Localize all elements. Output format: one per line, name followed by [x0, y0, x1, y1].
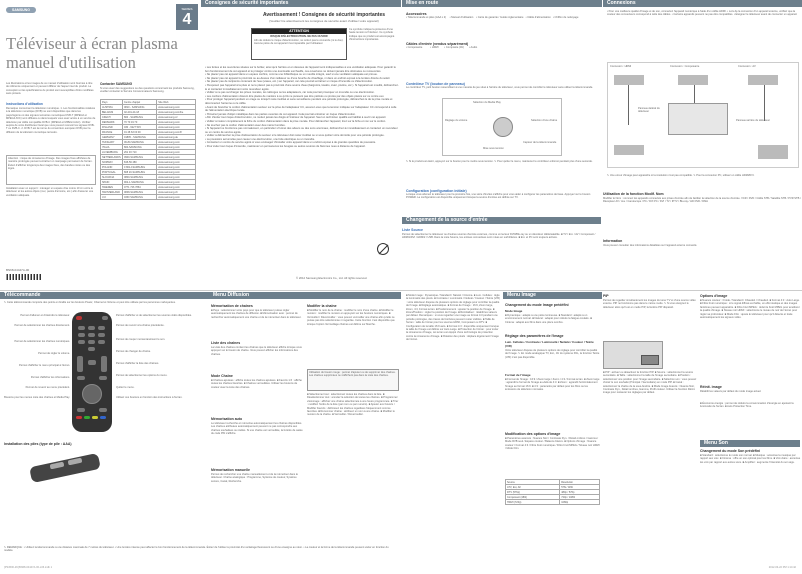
pip-illustration: [603, 341, 663, 369]
channel-callout: Sélection d'une chaîne: [531, 119, 558, 122]
info-heading: Information: [603, 239, 623, 243]
source-list-heading: Liste Source: [402, 228, 424, 232]
accessories-list: • Télécommande et piles (AAA x 2) • Manuel d'utilisation • Carte de garantie / Guide réglementaire • Câble d'alimentation • Chiffon de nettoyage: [406, 16, 579, 19]
edit-name-heading: Utilisation de la fonction Modif. Nom: [603, 192, 664, 196]
remote-label-right: Utilisez ces boutons en fonction des instructions à l'écran.: [116, 396, 183, 399]
remote-label-left: Permet de sélectionner les chaînes directement.: [14, 324, 70, 327]
dvd-device-1: [614, 75, 644, 85]
model-code: BN68-04447A-00: [6, 268, 30, 272]
auto-store-heading: Mémorisation auto: [211, 417, 243, 421]
cable-line-2: [694, 85, 695, 103]
remote-label-left: Permet d'afficher les informations.: [30, 376, 70, 379]
image-menu-panel-b: Menu Image Changement du mode Image prédéfini Mode Image ■ Dynamique : adapté à une pièce lumineuse. ■ Standard : adapté à un environnement normal. ■ Naturel : adapté pour réduire la fatigue oculaire. ■ Cinéma : adapté aux films dans une pièce sombre. Réglage des paramètres de l'image Lum. Cellules / Contraste / Luminosité / Netteté / Couleur / Teinte (V/R) Votre téléviseur dispose de plusieurs options de réglage pour contrôler la qualité de l'image. ✎ En mode analogique TV, Ext., AV du système PAL, la fonction Teinte (V/R) n'est pas disponible. Format de l'image ■ Format de l'image : 16:9 / Zoom large / Zoom / 4:3 / Format écran. ■ Zoom large : agrandit le format de l'image au-delà de 4:3. ■ Zoom : agrandit horizontalement l'image au format 16:9. ■ 4:3 : paramètre par défaut pour les films ou les émissions de télévision normales. Modification des options d'image ■ Paramètres avancés : Nuance Noir / Contraste Dyn. / Détail ombres / Gamma / Mode RVB seul / Espace couleur / Balance blancs. ■ Options d'image : Nuance couleur / Format 4:3 / Filtre bruit numérique / Filtre bruit MPEG / Niveau noir HDMI / Mode Film. Source Résolution ATV, Ext, AV 576i / 480i DTV (576p) 480p / 576p Composant (480i) 720p / 1080i HDMI (720p) 1080p: [503, 292, 602, 554]
volume-callout: Réglage du volume: [445, 119, 468, 122]
color-button-yellow[interactable]: [92, 416, 98, 419]
menu-callout: Sélection du Media Play: [473, 101, 501, 104]
caution-title: ATTENTION: [252, 29, 346, 34]
digit-button-0[interactable]: [88, 347, 95, 351]
remote-label-right: Permet de changer de chaîne.: [116, 350, 151, 353]
config-text: Lorsque vous allumez le téléviseur pour la première fois, une série d'invites s'affiche pour vous aider à configurer les paramètres de base. Appuyez sur le bouton POWER. La configuration est disponible uniquement lorsque la source d'entrée est définie sur TV.: [406, 193, 591, 200]
remote-label-right: Permet d'afficher et de sélectionner les sources vidéo disponibles.: [116, 314, 192, 317]
dvd-device-3: [748, 75, 778, 85]
remote-heading: Télécommande: [0, 292, 400, 299]
cover-title-line1: Téléviseur à écran plasma: [6, 34, 178, 53]
menu-button[interactable]: [77, 376, 85, 380]
remote-label-left: Permet d'afficher le menu principal à l'écran.: [19, 364, 70, 367]
power-callout: Mise sous tension: [483, 147, 504, 150]
remote-intro: ✎ Cette télécommande comporte des points en braille sur les boutons Power, Channel et Volume et peut être utilisée par les personnes malvoyantes.: [4, 301, 176, 304]
channel-list-heading: Liste des chaînes: [211, 341, 241, 345]
no-flame-symbol: [377, 243, 389, 255]
remote-label-right: Permet de sélectionner les options du menu.: [116, 374, 168, 377]
series-number: 4: [182, 11, 192, 28]
source-panel: [402, 226, 602, 288]
pip-panel: PIP Permet de regarder simultanément les images du tuner TV et d'une source vidéo externe. PIP ne fonctionne pas dans le même mode. ✎ Si vous éteignez le téléviseur alors qu'il est en mode PIP, la fenêtre PIP disparaît. ■ PIP : activez ou désactivez la fonction PIP. ■ Source : sélectionnez la source secondaire. ■ Taille : sélectionnez la taille de l'image secondaire. ■ Position : sélectionnez une position pour l'image secondaire. ■ Sélection son : vous pouvez choisir le son souhaité (Principal / Secondaire) en mode PIP. ■ Canal : sélectionnez la chaîne de la sous-fenêtre. ■ Mode Image Avancé : Nuance Noir, Contraste Dyn., Détail ombres, Gamma, Profil couleur. Utilisez la fonction Réinit. image pour restaurer les réglages par défaut.: [603, 294, 697, 395]
exit-button[interactable]: [99, 408, 107, 412]
cable-line-3: [764, 85, 765, 121]
sound-mode-heading: Changement du mode Son prédéfini: [700, 449, 761, 453]
digit-button-5[interactable]: [88, 333, 95, 337]
color-button-blue[interactable]: [100, 416, 106, 419]
audio-device: [614, 145, 644, 155]
remote-label-right: Permet d'afficher la liste des chaînes.: [116, 362, 159, 365]
cover-title-line2: manuel d'utilisation: [6, 53, 136, 72]
contact-table: Pays Centre d'appel Site Web AUSTRIA 0810 - SAMSUNG www.samsung.com BELGIUM 02-201-24-18 www.samsung.com/be CZECH 800 - SAMSUNG www.samsung.cz DENMARK 70 70 19 70 www.samsung.com FINLAND 030 - 6227 515 www.samsung.com FRANCE 01 48 63 00 00 www.samsung.com/fr GERMANY 01805 - SAMSUNG www.samsung.de HUNGARY 06-80-SAMSUNG www.samsung.com ITALIA 800-SAMSUNG www.samsung.com LUXEMBURG 261 03 710 www.samsung.com NETHERLANDS 0900-SAMSUNG www.samsung.com NORWAY 815-56 480 www.samsung.com POLAND 0 801-1SAMSUNG www.samsung.com PORTUGAL 808 20-SAMSUNG www.samsung.com SLOVAKIA 0800-SAMSUNG www.samsung.com SPAIN 902-1-SAMSUNG www.samsung.com SWEDEN 0771 726 7864 www.samsung.com SWITZERLAND 0848-SAMSUNG www.samsung.ch U.K 0330 SAMSUNG www.samsung.com: [100, 99, 196, 200]
fold-line: [0, 290, 802, 291]
sound-heading: Menu Son: [700, 440, 800, 447]
series-label: SERIES: [181, 7, 193, 11]
cover-text-left: Les illustrations et les images de ce manuel d'utilisation sont fournies à titre de référence uniquement et peuvent différer de l'aspect réel du produit. La conception et les spécifications du produit sont susceptibles d'être modifiées sans préavis. Instructions d'utilisation Remarque concernant la télévision numérique. 1. Les fonctionnalités relatives à la télévision numérique (DVB) ne sont disponibles que dans les pays/régions où des signaux terrestres numériques DVB-T (MPEG2 et MPEG4 AVC) sont diffusés ou dans lesquels vous avez accès à un service de télévision par câble compatible DVB-C (MPEG2 et MPEG4 AAC). Vérifiez auprès de votre distributeur local que vous pouvez recevoir les signaux DVB-T ou DVB-C. 2. DVB-T est la norme du consortium européen DVB pour la diffusion de la télévision numérique terrestre. Attention : risque de rémanence d'image. Des images fixes affichées de manière prolongée peuvent entraîner un marquage permanent de l'écran. Évitez d'afficher longtemps des images fixes, des bandes noires ou des logos. Installation avec un support : ménager un espace d'au moins 10 cm entre le téléviseur et les autres objets (mur, parois d'armoire, etc.) afin d'assurer une ventilation adéquate.: [6, 82, 96, 197]
digit-button-1[interactable]: [78, 326, 85, 330]
remote-label-right: Permet de revenir à la chaîne précédente.: [116, 324, 165, 327]
remote-control-illustration: [72, 312, 112, 432]
options-heading: Options d'image: [700, 294, 728, 298]
source-button[interactable]: [102, 316, 108, 320]
remote-labels-right: [116, 314, 198, 410]
battery-illustration: [30, 450, 110, 490]
dpad[interactable]: [82, 384, 102, 404]
caution-sub: RISQUE D'ÉLECTROCUTION. NE PAS OUVRIR: [270, 35, 328, 38]
source-heading: Changement de la source d'entrée: [402, 217, 601, 224]
controller-knob[interactable]: [493, 117, 513, 137]
pc-device: [758, 145, 788, 159]
digit-button-3[interactable]: [98, 326, 105, 330]
remote-label-left: Permet de sélectionner les chaînes numériques.: [14, 340, 70, 343]
broadcast-panel: Menu Diffusion Mémorisation de chaînes ■ Pays : sélectionnez votre pays pour que le téléviseur puisse régler automatiquement les chaînes de diffusion. ■ Mémorisation auto : permet de rechercher automatiquement une chaîne et de la mémoriser dans le téléviseur. Liste des chaînes La Liste des chaînes contient les chaînes que le téléviseur affiche lorsque vous appuyez sur le bouton de chaîne. Vous pouvez afficher les informations des chaînes. Mode Chaîne ■ Chaînes ajoutées : affiche toutes les chaînes ajoutées. ■ Favoris 1-5 : affiche toutes les chaînes favorites. ■ Chaînes verrouillées. Utilisez les boutons de couleur avec la Liste des chaînes. Mémorisation auto Le téléviseur recherche et mémorise automatiquement les chaînes disponibles. Les chaînes attribuées automatiquement peuvent ne pas correspondre aux chaînes souhaitées ou réelles. Si une chaîne est verrouillée, la fenêtre de saisie du code PIN s'affiche. Mémorisation manuelle Permet de rechercher une chaîne manuellement et de la mémoriser dans le téléviseur. Chaîne analogique : Programme, Système de couleur, Système sonore, Canal, Recherche. Modifier la chaîne ■ Modifier le nom de la chaîne : modifiez le nom d'une chaîne. ■ Modifier le numéro : modifiez le numéro en appuyant sur les boutons numériques. ■ Verrouiller / Déverrouiller : vous pouvez verrouiller une chaîne afin qu'elle ne puisse pas être sélectionnée ni regardée. Cette fonction n'est disponible que lorsque l'option Verrouillage chaînes est définie sur Marche. Utilisation du bouton rouge : permet d'ajouter ou de supprimer des chaînes. Les chaînes supprimées ne s'affichent pas dans la Liste des chaînes. ■ Sélectionner tout : sélectionnez toutes les chaînes dans la liste. ■ Désélectionner tout : annulez la sélection de toutes les chaînes. ■ Programmer visionnage : affichez une chaîne sélectionnée à une heure programmée. ■ Trier : modifiez l'ordre de la liste (par nom ou par numéro). ■ Ajouter aux Favoris / Modifier Favoris : définissez les chaînes regardées fréquemment comme favorites. ■ Renommer chaîne : attribuez un nom à une chaîne. ■ Modifier le numéro de la chaîne. ■ Verrouiller / Déverrouiller.: [201, 292, 401, 554]
channel-rocker[interactable]: [101, 356, 107, 372]
brand-logo: SAMSUNG: [6, 7, 36, 13]
image-heading: Menu Image: [503, 292, 602, 299]
manual-store-heading: Mémorisation manuelle: [211, 468, 250, 472]
batteries-heading: Installation des piles (type de pile : AAA): [4, 442, 72, 446]
connections-diagram: Connexion : HDMI Connexion : Composante Connexion : AV Panneau latéral du téléviseur Panneau arrière du téléviseur: [607, 62, 799, 168]
digit-button-4[interactable]: [78, 333, 85, 337]
safety-copyright: © 2012 Samsung Electronics Co., Ltd. All rights reserved.: [296, 276, 368, 280]
chlist-button[interactable]: [99, 376, 107, 380]
economy-heading: Modification des options d'image: [505, 432, 561, 436]
options-panel: Options d'image ■ Nuance couleur : Froide / Standard / Chaude1 / Chaude2. ■ Format 4:3 : Auto Large. ■ Filtre bruit numérique : si le signal diffusé est faible, un effet statique et des images fantômes peuvent apparaître. ■ Filtre bruit MPEG : réduit le bruit MPEG pour améliorer la qualité d'image. ■ Niveau noir HDMI : sélectionne le niveau de noir de l'écran pour régler sa profondeur. ■ Mode Film : ajuste le téléviseur pour qu'il détecte et traite automatiquement les signaux vidéo. Réinit. image Rétablit les valeurs par défaut du mode image actuel. ■ Économie énergie : permet de réduire la consommation d'énergie en ajustant la luminosité de l'écran. ■ Auto Protection Time. Menu Son Changement du mode Son prédéfini ■ Standard : sélectionne le mode son normal. ■ Musique : accentue la musique par rapport aux voix. ■ Cinéma : offre un son optimal pour les films. ■ Voix claire : accentue les voix par rapport aux autres sons. ■ Amplifier : augmente l'intensité du son aigu.: [700, 294, 801, 464]
footer-left: [PS4500-ZC]BN68-04447A-00-L06.indb 1: [4, 566, 53, 569]
setup-heading: Mise en route: [402, 0, 602, 7]
series-badge: [176, 4, 198, 30]
warning-box: Attention : risque de rémanence d'image. Des images fixes affichées de manière prolongée peuvent entraîner un marquage permanent de l'écran. Évitez d'afficher longtemps des images fixes, des bandes noires ou des logos.: [6, 155, 96, 185]
channel-mode-heading: Mode Chaîne: [211, 374, 233, 378]
digit-button-2[interactable]: [88, 326, 95, 330]
safety-notice: [249, 12, 399, 23]
controller-heading: Contrôleur TV (bouton de panneau): [406, 82, 465, 86]
accessories-heading: Accessoires: [406, 12, 427, 16]
connections-footnote: ✎ Une erreur d'image peut apparaître si la résolution n'est pas compatible. ✎ Pour la connexion PC, utilisez un câble HDMI/DVI.: [607, 174, 755, 177]
controller-intro: Le contrôleur TV, petit bouton ressemblant à une manette de jeu situé à l'arrière du téléviseur, vous permet de contrôler le téléviseur sans utiliser la télécommande.: [406, 86, 594, 89]
caution-box: ATTENTION RISQUE D'ÉLECTROCUTION. NE PAS OUVRIR Afin de réduire le risque d'électrocution, ne retirez pas le couvercle (ni le dos). Aucune pièce de cet appareil n'est réparable par l'utilisateur.: [251, 28, 347, 60]
connections-heading: Connexions: [603, 0, 802, 7]
digit-button-7[interactable]: [78, 340, 85, 344]
batteries-notes: ✎ REMARQUE : • Utilisez la télécommande à une distance maximale de 7 mètres du téléviseur. • Une lumière intense peut affecter le bon fonctionnement de la télécommande. Évitez de l'utiliser à proximité d'un éclairage fluorescent ou d'une enseigne au néon. • La couleur et la forme de la télécommande peuvent varier en fonction du modèle.: [4, 546, 389, 553]
channel-edit-tip: Utilisation du bouton rouge : permet d'ajouter ou de supprimer des chaînes. Les chaînes supprimées ne s'affichent pas dans la Liste des chaînes.: [307, 369, 399, 391]
cables-heading: Câbles d'entrée (vendus séparément): [406, 42, 469, 46]
format-heading: Format de l'image: [505, 373, 531, 377]
memorize-heading: Mémorisation de chaînes: [211, 304, 253, 308]
remote-label-left: Permet d'allumer et d'éteindre le téléviseur.: [20, 314, 70, 317]
broadcast-heading: Menu Diffusion: [209, 292, 401, 299]
cables-list: • Composante • HDMI • Composite (AV) • Audio: [406, 46, 478, 49]
remote-label-right: Permet de couper momentanément le son.: [116, 338, 166, 341]
volume-rocker[interactable]: [77, 356, 83, 372]
safety-body: • Les fentes et les ouvertures situées sur le boîtier, ainsi qu'à l'arrière et en dessous de l'appareil sont indispensables à une ventilation adéquate. Pour garantir le bon fonctionnement de cet appareil et le protéger contre une éventuelle surchauffe, ces ouvertures ne doivent jamais être obstruées ou recouvertes. • Ne placez pas cet appareil dans un espace confiné, comme une bibliothèque ou un meuble intégré, sauf si une ventilation adéquate est prévue. • Ne placez pas cet appareil à proximité ou au-dessus d'un radiateur ou d'une bouche de chauffage, ni dans un endroit exposé à la lumière directe du soleil. • Ne placez pas de récipients contenant de l'eau (vases, etc.) sur l'appareil, car cela pourrait entraîner un risque d'incendie ou d'électrocution. • N'exposez pas l'appareil à la pluie et ne le placez pas à proximité d'une source d'eau (baignoire, lavabo, évier, piscine, etc.). Si l'appareil est mouillé, débranchez-le et contactez immédiatement votre revendeur agréé. • Veillez à ne pas surcharger les prises murales, les rallonges ou les adaptateurs, car cela pourrait provoquer un incendie ou une électrocution. • Les cordons d'alimentation doivent être placés de manière à ce qu'ils ne puissent pas être piétinés ou pincés par des objets placés sur ou contre eux. • Pour protéger l'appareil pendant un orage ou lorsqu'il reste inutilisé et sans surveillance pendant une période prolongée, débranchez-le de la prise murale et déconnectez l'antenne ou le câble. • Avant de brancher le cordon d'alimentation secteur sur la prise de l'adaptateur CC, assurez-vous que la tension indiquée sur l'adaptateur CC correspond à celle de l'alimentation électrique locale. • N'insérez jamais d'objet métallique dans les parties ouvertes de cet appareil. Cela pourrait entraîner un risque d'électrocution. • Afin d'éviter tout risque d'électrocution, ne mettez jamais les doigts à l'intérieur de l'appareil. Seul un technicien qualifié est habilité à ouvrir cet appareil. • Veillez à insérer complètement la fiche du cordon d'alimentation dans la prise murale. Pour débrancher l'appareil, tirez sur la fiche et non sur le cordon. • Ne touchez pas le cordon d'alimentation avec des mains humides. • Si l'appareil ne fonctionne pas normalement, en particulier s'il émet des odeurs ou des sons anormaux, débranchez-le immédiatement et contactez un revendeur ou un centre de service agréé. • Veillez à débrancher la prise d'alimentation du secteur si le téléviseur doit rester inutilisé ou si vous quittez votre domicile pour une période prolongée. • La poussière accumulée peut causer une électrocution, une fuite électrique ou un incendie. • Contactez un centre de service agréé si vous envisagez d'installer votre appareil dans un endroit exposé à de grandes quantités de poussière. • Pour éviter tout risque d'incendie, maintenez en permanence les bougies ou autres sources de flammes nues à distance de l'appareil.: [205, 66, 399, 149]
remote-label-left: Permet de régler le volume.: [38, 352, 70, 355]
return-button[interactable]: [77, 408, 85, 412]
safety-heading: Consignes de sécurité importantes: [201, 0, 401, 7]
contact-heading: Contacter SAMSUNG: [100, 82, 133, 86]
tv-rear-panel: [668, 103, 728, 135]
cover-text-right: Contacter SAMSUNG Si vous avez des suggestions ou des questions concernant les produits Samsung, veuillez contacter le Service Consommateurs Samsung. Pays Centre d'appel Site Web AUSTRIA 0810 - SAMSUNG www.samsung.com BELGIUM 02-201-24-18 www.samsung.com/be CZECH 800 - SAMSUNG www.samsung.cz DENMARK 70 70 19 70 www.samsung.com FINLAND 030 - 6227 515 www.samsung.com FRANCE 01 48 63 00 00 www.samsung.com/fr GERMANY 01805 - SAMSUNG www.samsung.de HUNGARY 06-80-SAMSUNG www.samsung.com ITALIA 800-SAMSUNG www.samsung.com LUXEMBURG 261 03 710 www.samsung.com NETHERLANDS 0900-SAMSUNG www.samsung.com NORWAY 815-56 480 www.samsung.com POLAND 0 801-1SAMSUNG www.samsung.com PORTUGAL 808 20-SAMSUNG www.samsung.com SLOVAKIA 0800-SAMSUNG www.samsung.com SPAIN 902-1-SAMSUNG www.samsung.com SWEDEN 0771 726 7864 www.samsung.com SWITZERLAND 0848-SAMSUNG www.samsung.ch U.K 0330 SAMSUNG www.samsung.com: [100, 82, 195, 199]
preset-heading: Changement du mode Image prédéfini: [505, 303, 569, 307]
mute-button[interactable]: [88, 360, 96, 365]
remote-label-right: Quitter le menu.: [116, 386, 135, 389]
image-menu-panel-a: ■ Mode Image : Dynamique / Standard / Naturel / Cinéma. ■ Lum. Cellules : règle la luminosité des pixels. ■ Contraste / Luminosité / Netteté / Couleur / Teinte (V/R) : votre téléviseur dispose de plusieurs options de réglage pour contrôler la qualité de l'image. ■ Réglage automatique. ■ Format de l'image : 16:9, Zoom large, Zoom, 4:3, Format écran. ■ Positionnement : ajustez la position de l'image. ■ Zoom/Position : réglez la position de l'image. ■ Réinitialiser : rétablit les valeurs par défaut. Remarques : si vous regardez une image au format 4:3 pendant une période prolongée, des traces de bordures peuvent rester visibles. ■ Taille de l'écran : taille de l'écran pour les sources HDMI, Composant ou DTV. ■ Configuration de la taille 16:9 auto. ■ Format 4:3 : disponible uniquement lorsque la taille de l'image est définie sur Auto Large. ■ Protection de l'écran : pour éviter la rémanence d'image, cet écran est équipé d'une technologie de protection contre la rémanence d'image. ■ Rotation des pixels : déplace légèrement l'image de l'écran.: [406, 294, 500, 342]
power-button[interactable]: [76, 316, 82, 320]
remote-labels-left: [2, 314, 70, 410]
safety-notice-sub: (Veuillez lire attentivement les consignes de sécurité avant d'utiliser votre appareil): [269, 19, 379, 23]
remote-label-left: Permet de revenir au menu précédent.: [25, 386, 70, 389]
backlight-heading: Lum. Cellules / Contraste / Luminosité / Netteté / Couleur / Teinte (V/R): [505, 340, 594, 348]
controller-notes: ✎ Si le produit est éteint, appuyez sur le bouton pour le mettre sous tension. ✎ Pour quitter le menu, maintenez le contrôleur enfoncé pendant plus d'une seconde.: [406, 160, 593, 163]
edit-name-panel: Utilisation de la fonction Modif. Nom Modifier le Nom : nommez les appareils connectés aux prises d'entrée afin de faciliter la sélection de la source d'entrée. VCR / DVD / Câble STB / Satellite STB / PVR STB / Récepteur AV / Jeu / Caméscope / PC / DVI PC / DVI / TV / IPTV / Blu-ray / HD DVD / DMA Information Vous pouvez consulter des informations détaillées sur l'appareil externe connecté.: [603, 192, 801, 247]
safety-panel: [201, 0, 401, 288]
footer-right: 2012-03-22 PM 1:14:42: [768, 566, 796, 569]
safety-notice-title: Avertissement ! Consignes de sécurité importantes: [262, 12, 386, 18]
caution-symbols: Ce symbole indique la présence d'une haute tension à l'intérieur. Ce symbole indique que ce produit est accompagné d'instructions importantes.: [349, 28, 395, 42]
connections-notes: • Pour une meilleure qualité d'image et de son, connectez l'appareil numérique à l'aide d'un câble HDMI. • Lors de la connexion d'un appareil externe, vérifiez que la couleur des connecteurs correspond à celle des câbles. • Certains appareils peuvent ne pas être compatibles. • Éteignez le téléviseur avant de connecter un appareil.: [607, 10, 798, 17]
cover-panel: [0, 0, 200, 288]
resolution-table: Source Résolution ATV, Ext, AV 576i / 480i DTV (576p) 480p / 576p Composant (480i) 720p / 1080i HDMI (720p) 1080p: [505, 479, 600, 505]
controller-diagram: [442, 98, 562, 156]
digit-button-9[interactable]: [98, 340, 105, 344]
edit-channel-heading: Modifier la chaîne: [307, 304, 337, 308]
pip-heading: PIP: [603, 294, 609, 298]
color-button-green[interactable]: [84, 416, 90, 419]
remote-sensor-callout: Capteur de la télécommande: [523, 141, 557, 144]
color-button-red[interactable]: [76, 416, 82, 419]
digit-button-6[interactable]: [98, 333, 105, 337]
settings-heading: Réglage des paramètres de l'image: [505, 334, 564, 338]
cable-line-1: [628, 85, 629, 125]
mode-heading: Mode Image: [505, 309, 523, 313]
digit-button-8[interactable]: [88, 340, 95, 344]
source-list-text: Permet de sélectionner le téléviseur ou d'autres sources d'entrée externes, comme un lecteur DVD/Blu-ray ou un décodeur câble/satellite. ■ TV / Ext. / AV / Composant / HDMI1/DVI / HDMI2 / USB. Dans la Liste Source, les entrées connectées sont mises en surbrillance. ■ Ext. et PC sont toujours activés.: [402, 233, 596, 240]
barcode: [6, 274, 42, 280]
config-heading: Configuration (configuration initiale): [406, 189, 467, 193]
reset-heading: Réinit. image: [700, 385, 722, 389]
install-heading: Instructions d'utilisation: [6, 102, 43, 106]
dvd-device-2: [678, 75, 708, 85]
remote-label-left: Boutons pour les menus Liste des chaînes et Media Play.: [4, 396, 70, 399]
